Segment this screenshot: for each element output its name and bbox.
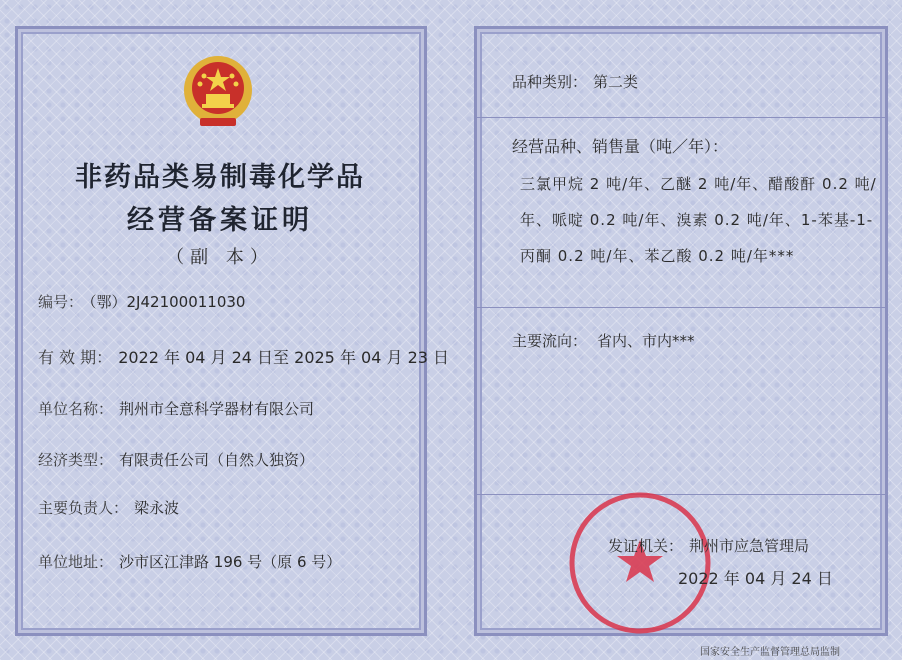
field-number <box>38 291 245 312</box>
official-seal-icon <box>565 488 715 638</box>
field-person-label: 主要负责人： <box>38 499 129 517</box>
issuer-label: 发证机关： <box>608 537 684 555</box>
footer-note: 国家安全生产监督管理总局监制 <box>700 647 840 658</box>
field-person-value: 梁永波 <box>134 499 180 517</box>
products-label: 经营品种、销售量（吨／年）： <box>512 137 729 156</box>
field-number-label: 编号： <box>38 293 84 311</box>
certificate-subtitle: 经营备案证明 <box>127 205 313 236</box>
category-row <box>512 71 638 92</box>
certificate-title: 非药品类易制毒化学品 <box>75 162 365 193</box>
issuer-row <box>608 535 809 556</box>
divider <box>477 117 885 118</box>
issuer-value: 荆州市应急管理局 <box>689 537 810 555</box>
products-list: 三氯甲烷 2 吨/年、乙醚 2 吨/年、醋酸酐 0.2 吨/年、哌啶 0.2 吨/年、溴素 0.2 吨/年、1-苯基-1-丙酮 0.2 吨/年、苯乙酸 0.2 吨/年*** <box>520 175 877 265</box>
field-validity-label: 有 效 期： <box>38 348 113 367</box>
issue-date: 2022 年 04 月 24 日 <box>678 569 833 588</box>
field-address-value: 沙市区江津路 196 号（原 6 号） <box>119 553 342 571</box>
category-value: 第二类 <box>593 73 639 91</box>
copy-label: （副 本） <box>166 247 274 268</box>
category-label: 品种类别： <box>512 73 588 91</box>
divider <box>477 307 885 308</box>
field-number-value: （鄂）2J42100011030 <box>89 293 246 311</box>
field-company <box>38 398 314 419</box>
field-validity-value: 2022 年 04 月 24 日至 2025 年 04 月 23 日 <box>118 348 450 367</box>
field-econ-type <box>38 449 314 470</box>
flow-row <box>512 330 695 351</box>
field-validity <box>38 345 449 368</box>
field-person <box>38 497 179 518</box>
field-econ-type-value: 有限责任公司（自然人独资） <box>119 451 315 469</box>
flow-value: 省内、市内*** <box>597 332 695 350</box>
national-emblem-icon <box>178 52 258 132</box>
field-company-value: 荆州市全意科学器材有限公司 <box>119 400 315 418</box>
field-address-label: 单位地址： <box>38 553 114 571</box>
field-econ-type-label: 经济类型： <box>38 451 114 469</box>
field-company-label: 单位名称： <box>38 400 114 418</box>
flow-label: 主要流向： <box>512 332 588 350</box>
field-address <box>38 551 341 572</box>
